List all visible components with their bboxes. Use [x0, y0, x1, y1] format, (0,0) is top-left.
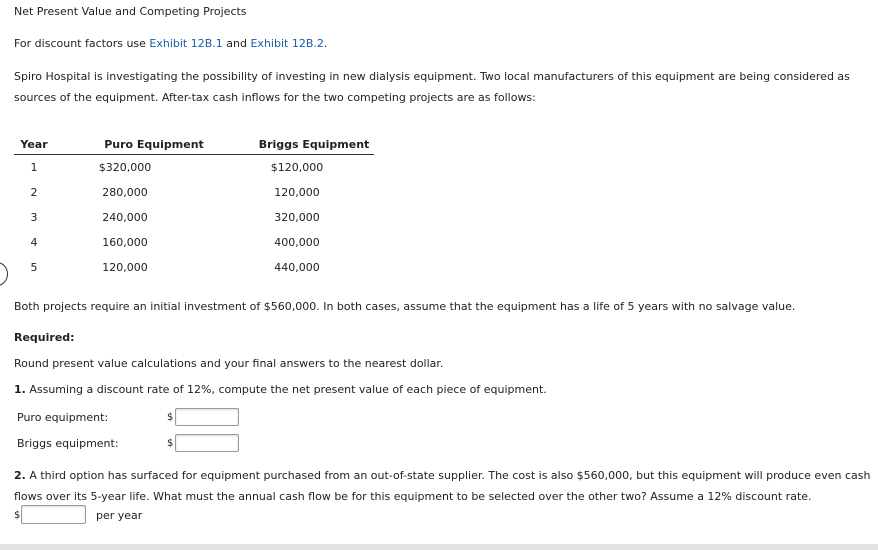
intro-line-1: Spiro Hospital is investigating the possibility of investing in new dialysis equipment. Two local manufacturers of this equipment are being considered as — [14, 70, 850, 83]
question-2-line-1 — [14, 465, 870, 486]
puro-cell: 120,000 — [102, 261, 148, 274]
puro-currency-symbol: $ — [167, 412, 174, 423]
puro-npv-input[interactable] — [175, 408, 239, 426]
header-year: Year — [14, 135, 54, 155]
left-edge-circle-mark — [0, 262, 8, 286]
briggs-cell: 120,000 — [274, 186, 320, 199]
table-row — [14, 230, 374, 255]
problem-intro — [14, 66, 850, 108]
briggs-npv-input[interactable] — [175, 434, 239, 452]
annual-cash-flow-currency-symbol: $ — [14, 510, 21, 521]
instruction-suffix: . — [323, 37, 328, 50]
briggs-cell: 440,000 — [274, 261, 320, 274]
exhibit-12b2-link[interactable]: Exhibit 12B.2 — [250, 37, 324, 50]
table-row — [14, 255, 374, 280]
briggs-cell: $120,000 — [270, 161, 324, 174]
puro-cell: 280,000 — [102, 186, 148, 199]
instruction-middle: and — [222, 37, 251, 50]
header-briggs: Briggs Equipment — [254, 135, 374, 155]
exhibit-12b1-link[interactable]: Exhibit 12B.1 — [149, 37, 223, 50]
header-puro: Puro Equipment — [54, 135, 254, 155]
question-2-number: 2. — [14, 469, 26, 482]
instruction-prefix: For discount factors use — [14, 37, 150, 50]
intro-line-2: sources of the equipment. After-tax cash inflows for the two competing projects are as follows: — [14, 91, 536, 104]
year-cell: 3 — [30, 211, 38, 224]
discount-factor-instruction — [14, 37, 327, 50]
question-2-line-2: flows over its 5-year life. What must the annual cash flow be for this equipment to be selected over the other two? Assume a 12% discount rate. — [14, 490, 812, 503]
per-year-label: per year — [96, 509, 143, 522]
table-row — [14, 205, 374, 230]
year-cell: 1 — [30, 161, 38, 174]
year-cell: 2 — [30, 186, 38, 199]
table-row — [14, 155, 374, 181]
puro-cell: $320,000 — [98, 161, 152, 174]
question-1-text: Assuming a discount rate of 12%, compute the net present value of each piece of equipment. — [25, 383, 547, 396]
question-2-text-1: A third option has surfaced for equipment purchased from an out-of-state supplier. The cost is also $560,000, but this equipment will produce even cash — [25, 469, 871, 482]
annual-cash-flow-input[interactable] — [21, 505, 86, 524]
puro-cell: 240,000 — [102, 211, 148, 224]
briggs-equipment-label: Briggs equipment: — [17, 437, 119, 450]
table-header-row — [14, 135, 374, 155]
year-cell: 4 — [30, 236, 38, 249]
page-title: Net Present Value and Competing Projects — [14, 5, 247, 18]
briggs-cell: 400,000 — [274, 236, 320, 249]
bottom-scroll-bar — [0, 544, 878, 550]
cash-inflow-table — [14, 135, 374, 280]
puro-equipment-label: Puro equipment: — [17, 411, 109, 424]
briggs-cell: 320,000 — [274, 211, 320, 224]
year-cell: 5 — [30, 261, 38, 274]
question-1-number: 1. — [14, 383, 26, 396]
rounding-note: Round present value calculations and your final answers to the nearest dollar. — [14, 357, 444, 370]
investment-note: Both projects require an initial investment of $560,000. In both cases, assume that the equipment has a life of 5 years with no salvage value. — [14, 300, 796, 313]
question-2 — [14, 465, 870, 507]
question-1 — [14, 383, 547, 396]
puro-cell: 160,000 — [102, 236, 148, 249]
table-row — [14, 180, 374, 205]
briggs-currency-symbol: $ — [167, 438, 174, 449]
required-heading: Required: — [14, 331, 75, 344]
